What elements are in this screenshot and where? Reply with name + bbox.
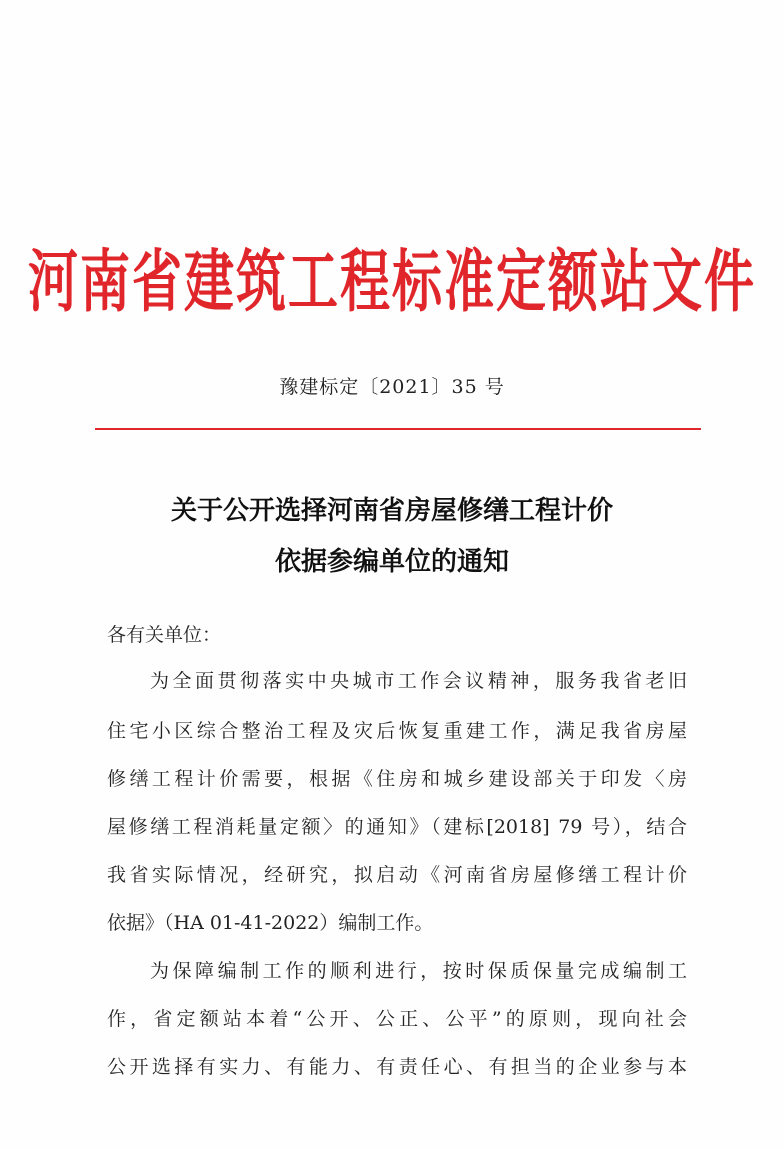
notice-title-line-1: 关于公开选择河南省房屋修缮工程计价: [170, 496, 613, 526]
paragraph-2-line-2: 作，省定额站本着“公开、公正、公平”的原则，现向社会: [107, 1008, 687, 1030]
paragraph-1-line-3: 修缮工程计价需要，根据《住房和城乡建设部关于印发〈房: [107, 768, 687, 790]
paragraph-1-line-4: 屋修缮工程消耗量定额〉的通知》（建标[2018] 79 号），结合: [107, 816, 687, 838]
paragraph-2-line-3: 公开选择有实力、有能力、有责任心、有担当的企业参与本: [107, 1056, 687, 1078]
letterhead-title: 河南省建筑工程标准定额站文件: [28, 241, 756, 322]
paragraph-2-line-1: 为保障编制工作的顺利进行，按时保质保量完成编制工: [150, 960, 687, 982]
paragraph-1-line-6: 依据》（HA 01-41-2022）编制工作。: [107, 912, 434, 934]
paragraph-1-line-1: 为全面贯彻落实中央城市工作会议精神，服务我省老旧: [150, 670, 687, 692]
salutation: 各有关单位：: [107, 624, 222, 646]
paragraph-1-line-5: 我省实际情况，经研究，拟启动《河南省房屋修缮工程计价: [107, 864, 687, 886]
notice-title-line-2: 依据参编单位的通知: [274, 547, 509, 577]
red-divider-line: [95, 428, 701, 430]
document-number: 豫建标定〔2021〕35 号: [279, 376, 505, 398]
paragraph-1-line-2: 住宅小区综合整治工程及灾后恢复重建工作，满足我省房屋: [107, 720, 687, 742]
